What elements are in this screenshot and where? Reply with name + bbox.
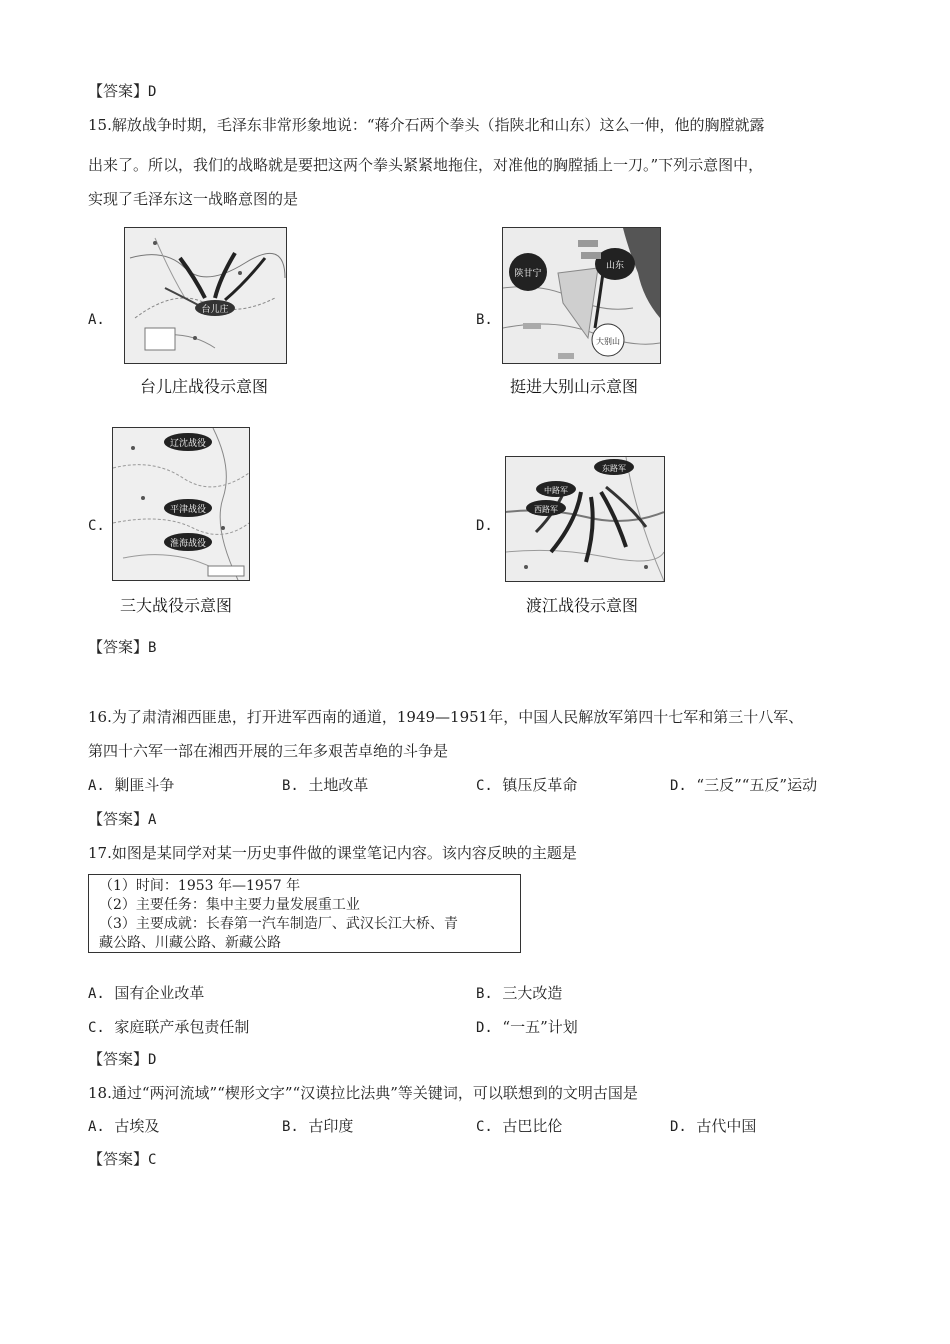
option-text: 古埃及 xyxy=(114,1117,160,1135)
option-label: D. xyxy=(670,1119,687,1135)
q15-option-a-label: A. xyxy=(88,312,105,328)
q17-option-c xyxy=(88,1016,249,1037)
answer-letter: D xyxy=(148,1052,157,1068)
taierzhuang-map-label: 台儿庄 xyxy=(201,305,229,315)
option-text: 镇压反革命 xyxy=(502,776,578,794)
option-text: 剿匪斗争 xyxy=(114,776,175,794)
answer-tag: 【答案】 xyxy=(88,810,149,828)
q15-option-d-label: D. xyxy=(476,518,493,534)
option-label: B. xyxy=(282,1119,299,1135)
option-text: “三反”“五反”运动 xyxy=(696,776,818,794)
taierzhuang-battle-map xyxy=(124,227,287,364)
q16-option-a xyxy=(88,774,174,795)
q18-option-b xyxy=(282,1115,353,1136)
dabieshan-map-label: 大别山 xyxy=(596,337,620,346)
q15-stem-line-1: 15.解放战争时期，毛泽东非常形象地说：“蒋介石两个拳头（指陕北和山东）这么一伸，他的胸膛就露 xyxy=(88,116,765,134)
answer-line-q18 xyxy=(88,1148,156,1169)
option-text: 古印度 xyxy=(308,1117,354,1135)
answer-line-q16 xyxy=(88,808,156,829)
q16-stem-line-1: 16.为了肃清湘西匪患，打开进军西南的通道，1949—1951年，中国人民解放军第四十七军和第三十八军、 xyxy=(88,708,804,726)
shaanganning-map-label: 陕甘宁 xyxy=(514,269,542,279)
option-label: A. xyxy=(88,1119,105,1135)
answer-tag: 【答案】 xyxy=(88,638,149,656)
option-text: 三大改造 xyxy=(502,984,563,1002)
west-route-army-label: 西路军 xyxy=(534,505,558,514)
option-label: D. xyxy=(670,778,687,794)
q18-option-a xyxy=(88,1115,159,1136)
q17-option-a xyxy=(88,982,204,1003)
q16-option-c xyxy=(476,774,577,795)
option-text: 古巴比伦 xyxy=(502,1117,563,1135)
answer-tag: 【答案】 xyxy=(88,82,149,100)
q15-option-d-caption: 渡江战役示意图 xyxy=(526,596,639,615)
three-campaigns-map xyxy=(112,427,250,581)
answer-line-q17 xyxy=(88,1048,156,1069)
option-text: 土地改革 xyxy=(308,776,369,794)
shandong-map-label: 山东 xyxy=(605,261,625,271)
answer-letter: D xyxy=(148,84,157,100)
answer-letter: B xyxy=(148,640,157,656)
option-label: C. xyxy=(476,1119,493,1135)
q15-stem-line-3: 实现了毛泽东这一战略意图的是 xyxy=(88,190,299,208)
option-label: A. xyxy=(88,986,105,1002)
huaihai-map-label: 淮海战役 xyxy=(169,539,207,549)
q18-stem: 18.通过“两河流域”“楔形文字”“汉谟拉比法典”等关键词，可以联想到的文明古国是 xyxy=(88,1084,638,1102)
q16-option-d xyxy=(670,774,817,795)
option-label: C. xyxy=(476,778,493,794)
note-line: 藏公路、川藏公路、新藏公路 xyxy=(99,935,281,951)
yangtze-crossing-map xyxy=(505,456,665,582)
q15-option-a-caption: 台儿庄战役示意图 xyxy=(140,377,269,396)
answer-line-q14 xyxy=(88,80,156,101)
option-text: 古代中国 xyxy=(696,1117,757,1135)
note-line: （3）主要成就：长春第一汽车制造厂、武汉长江大桥、青 xyxy=(99,916,458,932)
q15-stem-line-2: 出来了。所以，我们的战略就是要把这两个拳头紧紧地拖住，对准他的胸膛插上一刀。”下列示意图中， xyxy=(88,156,764,174)
option-text: 家庭联产承包责任制 xyxy=(114,1018,250,1036)
q15-option-c-label: C. xyxy=(88,518,105,534)
option-label: B. xyxy=(282,778,299,794)
q16-stem-line-2: 第四十六军一部在湘西开展的三年多艰苦卓绝的斗争是 xyxy=(88,742,449,760)
q16-option-b xyxy=(282,774,368,795)
liaoshen-map-label: 辽沈战役 xyxy=(169,439,207,449)
q18-option-c xyxy=(476,1115,562,1136)
answer-line-q15 xyxy=(88,636,156,657)
q15-option-b-label: B. xyxy=(476,312,493,328)
note-line: （1）时间：1953 年—1957 年 xyxy=(99,878,301,894)
pingjin-map-label: 平津战役 xyxy=(169,505,207,515)
dabieshan-advance-map xyxy=(502,227,661,364)
q18-option-d xyxy=(670,1115,756,1136)
option-label: C. xyxy=(88,1020,105,1036)
option-label: D. xyxy=(476,1020,493,1036)
east-route-army-label: 东路军 xyxy=(602,464,626,473)
answer-letter: C xyxy=(148,1152,157,1168)
option-text: 国有企业改革 xyxy=(114,984,205,1002)
answer-tag: 【答案】 xyxy=(88,1150,149,1168)
note-line: （2）主要任务：集中主要力量发展重工业 xyxy=(99,897,360,913)
option-text: “一五”计划 xyxy=(502,1018,578,1036)
q17-stem: 17.如图是某同学对某一历史事件做的课堂笔记内容。该内容反映的主题是 xyxy=(88,844,577,862)
option-label: B. xyxy=(476,986,493,1002)
class-notes-box xyxy=(88,874,521,953)
q17-option-d xyxy=(476,1016,578,1037)
q17-option-b xyxy=(476,982,562,1003)
q15-option-c-caption: 三大战役示意图 xyxy=(120,596,233,615)
q15-option-b-caption: 挺进大别山示意图 xyxy=(510,377,639,396)
answer-tag: 【答案】 xyxy=(88,1050,149,1068)
answer-letter: A xyxy=(148,812,157,828)
central-route-army-label: 中路军 xyxy=(544,486,568,495)
option-label: A. xyxy=(88,778,105,794)
